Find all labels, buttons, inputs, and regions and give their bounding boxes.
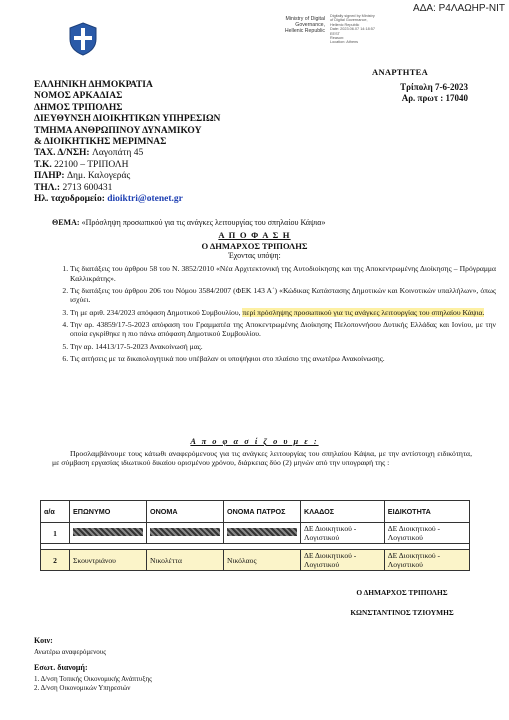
subject-label: ΘΕΜΑ: bbox=[52, 218, 80, 227]
phone-label: ΤΗΛ.: bbox=[34, 182, 61, 193]
subject-line bbox=[52, 218, 325, 227]
letterhead-line: ΔΙΕΥΘΥΝΣΗ ΔΙΟΙΚΗΤΙΚΩΝ ΥΠΗΡΕΣΙΩΝ bbox=[34, 114, 221, 125]
row-number: 2 bbox=[41, 550, 70, 571]
subject-text: «Πρόσληψη προσωπικού για τις ανάγκες λειτουργίας του σπηλαίου Κάψια» bbox=[81, 218, 326, 227]
ministry-line: Hellenic Republic bbox=[284, 28, 325, 35]
list-item bbox=[70, 320, 496, 339]
table-header-row bbox=[41, 501, 470, 523]
column-header: α/α bbox=[41, 501, 70, 523]
deciding-heading: Α π ο φ α σ ί ζ ο υ μ ε : bbox=[190, 437, 319, 446]
table-row bbox=[41, 550, 470, 571]
list-item bbox=[70, 354, 496, 364]
column-header: ΕΙΔΙΚΟΤΗΤΑ bbox=[384, 501, 469, 523]
internal-distribution-list bbox=[34, 675, 152, 694]
posted-label: ΑΝΑΡΤΗΤΕΑ bbox=[372, 67, 429, 77]
protocol-number: Αρ. πρωτ : 17040 bbox=[401, 93, 468, 103]
internal-distribution-label: Εσωτ. διανομή: bbox=[34, 663, 88, 672]
address-value: Λαγοπάτη 45 bbox=[91, 148, 144, 159]
name-cell bbox=[147, 523, 224, 544]
considerations-list bbox=[52, 264, 496, 366]
cc-value: Ανωτέρω αναφερόμενους bbox=[34, 648, 106, 656]
branch-cell: ΔΕ Διοικητικού - Λογιστικού bbox=[301, 550, 385, 571]
highlighted-text: περί πρόσληψης προσωπικού για τις ανάγκες λειτουργίας του σπηλαίου Κάψια. bbox=[242, 307, 485, 317]
list-item: 1. Δ/νση Τοπικής Οικονομικής Ανάπτυξης bbox=[34, 675, 152, 683]
item-text: Την αρ. 14413/17-5-2023 Ανακοίνωσή μας. bbox=[70, 341, 203, 351]
info-label: ΠΛΗΡ: bbox=[34, 171, 65, 182]
list-item: 2. Δ/νση Οικονομικών Υπηρεσιών bbox=[34, 684, 131, 693]
mayor-name: ΚΩΝΣΤΑΝΤΙΝΟΣ ΤΖΙΟΥΜΗΣ bbox=[350, 608, 454, 617]
email-link[interactable]: dioiktri@otenet.gr bbox=[107, 194, 183, 205]
signature-line: EEST bbox=[330, 31, 340, 36]
item-text: Τις αιτήσεις με τα δικαιολογητικά που υπέβαλαν οι υποψήφιοι στο πλαίσιο της ανωτέρω Ανακοίνωσης. bbox=[70, 353, 385, 363]
place-date-block bbox=[334, 82, 468, 104]
letterhead-line: ΝΟΜΟΣ ΑΡΚΑΔΙΑΣ bbox=[34, 91, 123, 102]
letterhead-line: & ΔΙΟΙΚΗΤΙΚΗΣ ΜΕΡΙΜΝΑΣ bbox=[34, 137, 167, 148]
redaction-mark bbox=[73, 528, 143, 536]
considering-label: Έχοντας υπόψη: bbox=[228, 251, 281, 261]
place-date: Τρίπολη 7-6-2023 bbox=[400, 82, 468, 92]
letterhead bbox=[34, 80, 220, 205]
digital-signature bbox=[330, 14, 440, 45]
father-name-cell: Νικόλαος bbox=[224, 550, 301, 571]
item-text: Τις διατάξεις του άρθρου 58 του Ν. 3852/2010 «Νέα Αρχιτεκτονική της Αυτοδιοίκησης και της Αποκεντρωμένης Διοίκησης – Πρόγραμμα Καλλικράτης». bbox=[70, 264, 496, 283]
item-text: Τη με αριθ. 234/2023 απόφαση Δημοτικού Συμβουλίου, bbox=[70, 307, 241, 317]
specialty-cell: ΔΕ Διοικητικού - Λογιστικού bbox=[384, 523, 469, 544]
signature-line: Location: Athens bbox=[330, 40, 359, 45]
column-header: ΚΛΑΔΟΣ bbox=[301, 501, 385, 523]
signature-line: Reason: bbox=[330, 36, 345, 41]
redaction-mark bbox=[227, 528, 297, 536]
column-header: ΟΝΟΜΑ ΠΑΤΡΟΣ bbox=[224, 501, 301, 523]
list-item bbox=[70, 286, 496, 305]
letterhead-line: ΔΗΜΟΣ ΤΡΙΠΟΛΗΣ bbox=[34, 102, 123, 113]
signature-line: of Digital Governance, bbox=[330, 18, 368, 23]
column-header: ΟΝΟΜΑ bbox=[147, 501, 224, 523]
surname-cell bbox=[70, 523, 147, 544]
ada-code: ΑΔΑ: Ρ4ΛΑΩΗΡ-ΝΙΤ bbox=[413, 3, 505, 14]
signature-line: Date: 2023.06.07 14:18:57 bbox=[330, 27, 375, 32]
staff-table bbox=[40, 500, 470, 571]
signature-block bbox=[342, 583, 462, 623]
ministry-line: Governance, bbox=[295, 22, 325, 29]
signature-line: Hellenic Republic bbox=[330, 22, 360, 27]
address-label: ΤΑΧ. Δ/ΝΣΗ: bbox=[34, 148, 90, 159]
ministry-line: Ministry of Digital bbox=[285, 16, 325, 22]
decision-body: Προσλαμβάνουμε τους κάτωθι αναφερόμενους για τις ανάγκες λειτουργίας του σπηλαίου Κάψια, με την αντίστοιχη ειδικότητα, με σύμβαση εργασίας ιδιωτικού δικαίου ορισμένου χρόνου, διάρκειας δύο (2) μηνών από την υπογραφή της : bbox=[52, 449, 472, 468]
table-row bbox=[41, 523, 470, 544]
postcode-row bbox=[34, 160, 220, 171]
mayor-title: Ο ΔΗΜΑΡΧΟΣ ΤΡΙΠΟΛΗΣ bbox=[356, 588, 448, 597]
item-text: Τις διατάξεις του άρθρου 206 του Νόμου 3584/2007 (ΦΕΚ 143 Α΄) «Κώδικας Κατάστασης Δημοτικών και Κοινοτικών υπαλλήλων», όπως ισχύει. bbox=[70, 285, 496, 305]
name-cell: Νικολέττα bbox=[147, 550, 224, 571]
letterhead-line: ΕΛΛΗΝΙΚΗ ΔΗΜΟΚΡΑΤΙΑ bbox=[34, 80, 153, 90]
letterhead-line: ΤΜΗΜΑ ΑΝΘΡΩΠΙΝΟΥ ΔΥΝΑΜΙΚΟΥ bbox=[34, 125, 202, 136]
specialty-cell: ΔΕ Διοικητικού - Λογιστικού bbox=[384, 550, 469, 571]
list-item bbox=[70, 342, 496, 352]
surname-cell: Σκουντριάνου bbox=[70, 550, 147, 571]
branch-cell: ΔΕ Διοικητικού - Λογιστικού bbox=[301, 523, 385, 544]
email-row bbox=[34, 194, 220, 205]
list-item bbox=[70, 264, 496, 283]
email-label: Ηλ. ταχυδρομείο: bbox=[34, 194, 105, 205]
item-text: Την αρ. 43859/17-5-2023 απόφαση του Γραμματέα της Αποκεντρωμένης Διοίκησης Πελοποννήσου Δυτικής Ελλάδας και Ιονίου, με την οποία εγκρίθηκε η πιο πάνω απόφαση Δημοτικού Συμβουλίου. bbox=[70, 319, 496, 339]
phone-row bbox=[34, 183, 220, 194]
info-row bbox=[34, 171, 220, 182]
postcode-label: Τ.Κ. bbox=[34, 159, 52, 170]
cc-label: Κοιν: bbox=[34, 636, 53, 645]
decision-heading bbox=[0, 230, 509, 262]
postcode-value: 22100 – ΤΡΙΠΟΛΗ bbox=[54, 159, 129, 170]
info-value: Δημ. Καλογεράς bbox=[66, 171, 131, 182]
signature-line: Digitally signed by Ministry bbox=[330, 14, 375, 18]
row-number: 1 bbox=[41, 523, 70, 544]
address-row bbox=[34, 148, 220, 159]
redaction-mark bbox=[150, 528, 220, 536]
decision-issuer: Ο ΔΗΜΑΡΧΟΣ ΤΡΙΠΟΛΗΣ bbox=[201, 240, 308, 251]
column-header: ΕΠΩΝΥΜΟ bbox=[70, 501, 147, 523]
hellenic-emblem-icon bbox=[68, 22, 98, 56]
list-item bbox=[70, 308, 496, 318]
ministry-label bbox=[243, 16, 325, 35]
father-name-cell bbox=[224, 523, 301, 544]
decision-title: Α Π Ο Φ Α Σ Η bbox=[218, 230, 291, 240]
phone-value: 2713 600431 bbox=[62, 182, 113, 193]
